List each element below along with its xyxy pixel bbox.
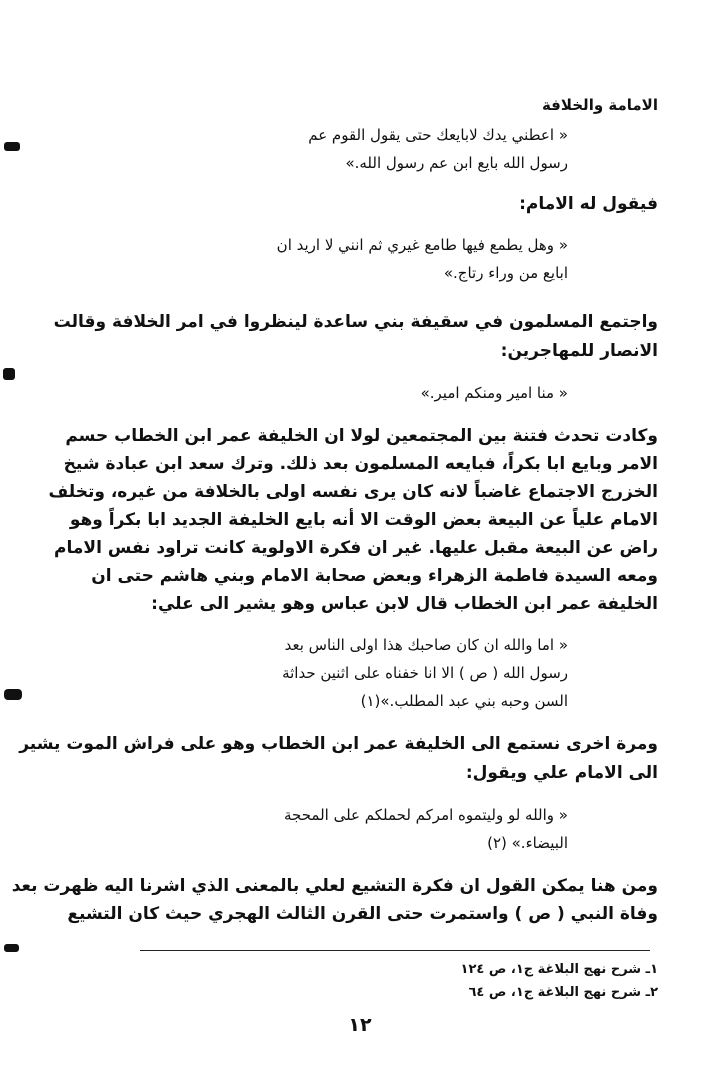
quote-line: البيضاء.» (٢) xyxy=(487,834,568,852)
paragraph-line: راض عن البيعة مقبل عليها. غير ان فكرة الاولوية كانت تراود نفس الامام xyxy=(54,538,658,558)
quote-line: رسول الله ( ص ) الا انا خفناه على اثنين حداثة xyxy=(282,664,568,682)
quote-line: « اعطني يدك لابايعك حتى يقول القوم عم xyxy=(308,126,568,144)
quote-line: رسول الله بايع ابن عم رسول الله.» xyxy=(345,154,568,172)
paragraph-line: الامام علياً عن البيعة بعض الوقت الا أنه بايع الخليفة الجديد ابا بكراً وهو xyxy=(69,510,658,530)
quote-line: ابايع من وراء رتاج.» xyxy=(443,264,568,282)
paragraph-line: الخزرج الاجتماع غاضباً لانه كان يرى نفسه اولى بالخلافة من غيره، وتخلف xyxy=(48,482,658,502)
quote-line: « منا امير ومنكم امير.» xyxy=(420,384,568,402)
footnote-rule xyxy=(140,950,650,951)
paragraph-line: الامر وبايع ابا بكراً، فبايعه المسلمون بعد ذلك. وترك سعد ابن عبادة شيخ xyxy=(63,454,658,474)
paragraph-line: الانصار للمهاجرين: xyxy=(500,341,658,361)
paragraph-line: ومرة اخرى نستمع الى الخليفة عمر ابن الخطاب وهو على فراش الموت يشير xyxy=(19,734,658,754)
footnote: ١ـ شرح نهج البلاغة ج١، ص ١٢٤ xyxy=(460,962,658,977)
scan-mark xyxy=(4,689,22,700)
paragraph-line: ومن هنا يمكن القول ان فكرة التشيع لعلي بالمعنى الذي اشرنا اليه ظهرت بعد xyxy=(11,876,658,896)
paragraph-line: واجتمع المسلمون في سقيفة بني ساعدة لينظروا في امر الخلافة وقالت xyxy=(53,312,658,332)
quote-line: « اما والله ان كان صاحبك هذا اولى الناس بعد xyxy=(284,636,568,654)
paragraph-line: وفاة النبي ( ص ) واستمرت حتى القرن الثالث الهجري حيث كان التشيع xyxy=(67,904,658,924)
page-number: ١٢ xyxy=(348,1014,372,1036)
quote-line: « وهل يطمع فيها طامع غيري ثم انني لا اريد ان xyxy=(276,236,568,254)
paragraph-line: وكادت تحدث فتنة بين المجتمعين لولا ان الخليفة عمر ابن الخطاب حسم xyxy=(65,426,658,446)
scan-mark xyxy=(4,944,19,952)
paragraph-line: فيقول له الامام: xyxy=(519,194,658,214)
paragraph-line: الخليفة عمر ابن الخطاب قال لابن عباس وهو يشير الى علي: xyxy=(151,594,658,614)
scan-mark xyxy=(4,142,20,151)
scan-mark xyxy=(3,368,15,380)
running-head: الامامة والخلافة xyxy=(541,96,658,114)
paragraph-line: الى الامام علي ويقول: xyxy=(465,763,658,783)
paragraph-line: ومعه السيدة فاطمة الزهراء وبعض صحابة الامام وبني هاشم حتى ان xyxy=(91,566,658,586)
quote-line: « والله لو وليتموه امركم لحملكم على المحجة xyxy=(283,806,568,824)
quote-line: السن وحبه بني عبد المطلب.»(١) xyxy=(360,692,568,710)
footnote: ٢ـ شرح نهج البلاغة ج١، ص ٦٤ xyxy=(468,985,658,1000)
